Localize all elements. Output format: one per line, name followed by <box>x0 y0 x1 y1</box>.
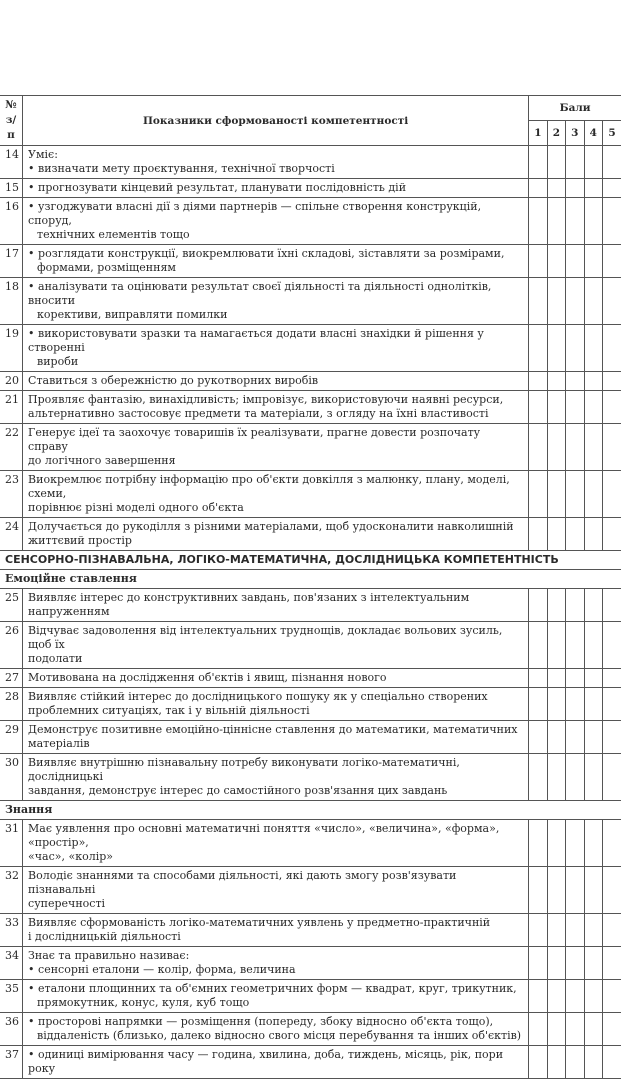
score-cell-5[interactable] <box>602 947 621 980</box>
score-header-5: 5 <box>602 121 621 146</box>
score-cell-2[interactable] <box>547 947 565 980</box>
indicator-text <box>23 278 529 325</box>
indicator-line-1: • аналізувати та оцінювати результат своєї діяльності та діяльності однолітків, вносити <box>28 280 523 308</box>
indicator-line-2: матеріалів <box>28 737 90 750</box>
score-cell-2[interactable] <box>547 372 565 391</box>
indicator-line-1: Виявляє інтерес до конструктивних завдань, пов'язаних з інтелектуальним напруженням <box>28 591 470 618</box>
score-cell-5[interactable] <box>602 278 621 325</box>
score-cell-4[interactable] <box>584 754 602 801</box>
indicator-line-2: суперечності <box>28 897 106 910</box>
score-cell-2[interactable] <box>547 820 565 867</box>
score-cell-4[interactable] <box>584 721 602 754</box>
score-cell-5[interactable] <box>602 754 621 801</box>
score-cell-1[interactable] <box>529 589 547 622</box>
indicator-line-2: порівнює різні моделі одного об'єкта <box>28 501 244 514</box>
indicator-line-1: Відчуває задоволення від інтелектуальних труднощів, докладає вольових зусиль, щоб їх <box>28 624 503 651</box>
indicator-line-2: життєвий простір <box>28 534 132 547</box>
indicator-line-1: Генерує ідеї та заохочує товаришів їх реалізувати, прагне довести розпочату справу <box>28 426 481 453</box>
score-cell-4[interactable] <box>584 518 602 551</box>
indicator-line-1: Долучається до рукоділля з різними матеріалами, щоб удосконалити навколишній <box>28 520 514 533</box>
score-cell-2[interactable] <box>547 980 565 1013</box>
score-cell-4[interactable] <box>584 1046 602 1079</box>
indicator-line-2: і дослідницькій діяльності <box>28 930 181 943</box>
score-header-4: 4 <box>584 121 602 146</box>
score-cell-1[interactable] <box>529 198 547 245</box>
table-row <box>0 754 621 801</box>
table-row <box>0 391 621 424</box>
score-cell-4[interactable] <box>584 245 602 278</box>
score-cell-3[interactable] <box>566 622 584 669</box>
score-cell-1[interactable] <box>529 179 547 198</box>
score-cell-1[interactable] <box>529 471 547 518</box>
indicator-line-1: Має уявлення про основні математичні поняття «число», «величина», «форма», «простір», <box>28 822 500 849</box>
score-cell-1[interactable] <box>529 721 547 754</box>
score-header-3: 3 <box>566 121 584 146</box>
section-title: СЕНСОРНО-ПІЗНАВАЛЬНА, ЛОГІКО-МАТЕМАТИЧНА, ДОСЛІДНИЦЬКА КОМПЕТЕНТНІСТЬ <box>0 551 621 570</box>
indicator-line-1: • еталони площинних та об'ємних геометричних форм — квадрат, круг, трикутник, <box>28 982 523 996</box>
score-cell-4[interactable] <box>584 688 602 721</box>
score-cell-4[interactable] <box>584 589 602 622</box>
number-sign: № <box>5 99 17 111</box>
score-cell-2[interactable] <box>547 1046 565 1079</box>
score-cell-3[interactable] <box>566 471 584 518</box>
score-cell-5[interactable] <box>602 424 621 471</box>
row-number: 29 <box>0 721 23 754</box>
score-cell-4[interactable] <box>584 179 602 198</box>
score-cell-5[interactable] <box>602 589 621 622</box>
indicator-line-1: Виявляє внутрішню пізнавальну потребу виконувати логіко-математичні, дослідницькі <box>28 756 460 783</box>
score-cell-3[interactable] <box>566 391 584 424</box>
indicator-line-2: подолати <box>28 652 83 665</box>
indicator-text <box>23 820 529 867</box>
row-number: 22 <box>0 424 23 471</box>
table-row <box>0 820 621 867</box>
score-cell-2[interactable] <box>547 688 565 721</box>
table-row <box>0 424 621 471</box>
score-cell-5[interactable] <box>602 669 621 688</box>
score-cell-2[interactable] <box>547 471 565 518</box>
indicator-line-1: • прогнозувати кінцевий результат, планувати послідовність дій <box>28 181 523 195</box>
indicator-line-2: формами, розміщенням <box>37 261 176 274</box>
score-cell-3[interactable] <box>566 372 584 391</box>
indicator-line-2: технічних елементів тощо <box>37 228 190 241</box>
indicator-text <box>23 471 529 518</box>
score-cell-5[interactable] <box>602 198 621 245</box>
score-cell-4[interactable] <box>584 198 602 245</box>
score-cell-3[interactable] <box>566 424 584 471</box>
row-number: 21 <box>0 391 23 424</box>
indicator-text <box>23 391 529 424</box>
indicator-line-1: • розглядати конструкції, виокремлювати їхні складові, зіставляти за розмірами, <box>28 247 523 261</box>
score-cell-5[interactable] <box>602 518 621 551</box>
score-cell-3[interactable] <box>566 245 584 278</box>
row-number: 27 <box>0 669 23 688</box>
score-cell-4[interactable] <box>584 372 602 391</box>
subsection-knowledge: Знання <box>0 801 621 820</box>
score-cell-2[interactable] <box>547 721 565 754</box>
score-cell-4[interactable] <box>584 391 602 424</box>
indicator-line-1: • узгоджувати власні дії з діями партнерів — спільне створення конструкцій, споруд, <box>28 200 523 228</box>
indicator-lead: Уміє: <box>28 148 58 161</box>
score-cell-4[interactable] <box>584 867 602 914</box>
score-cell-5[interactable] <box>602 372 621 391</box>
table-row <box>0 471 621 518</box>
competency-assessment-table <box>0 95 621 1079</box>
row-number: 16 <box>0 198 23 245</box>
indicator-line-1: Виявляє стійкий інтерес до дослідницького пошуку як у спеціально створених <box>28 690 488 703</box>
score-cell-4[interactable] <box>584 622 602 669</box>
score-cell-3[interactable] <box>566 947 584 980</box>
table-row <box>0 198 621 245</box>
score-cell-2[interactable] <box>547 245 565 278</box>
score-cell-5[interactable] <box>602 622 621 669</box>
table-row <box>0 669 621 688</box>
score-cell-3[interactable] <box>566 278 584 325</box>
table-row <box>0 325 621 372</box>
row-number: 15 <box>0 179 23 198</box>
score-cell-2[interactable] <box>547 391 565 424</box>
indicator-text <box>23 980 529 1013</box>
table-row <box>0 146 621 179</box>
indicator-text <box>23 589 529 622</box>
indicator-line-2: завдання, демонструє інтерес до самостійного розв'язання цих завдань <box>28 784 448 797</box>
score-header-1: 1 <box>529 121 547 146</box>
score-cell-3[interactable] <box>566 721 584 754</box>
score-cell-4[interactable] <box>584 278 602 325</box>
score-cell-1[interactable] <box>529 867 547 914</box>
indicator-line-2: альтернативно застосовує предмети та матеріали, з огляду на їхні властивості <box>28 407 489 420</box>
indicator-text <box>23 721 529 754</box>
table-row <box>0 589 621 622</box>
indicator-text <box>23 914 529 947</box>
score-cell-5[interactable] <box>602 325 621 372</box>
row-number: 19 <box>0 325 23 372</box>
indicator-line-2: віддаленість (близько, далеко відносно свого місця перебування та інших об'єктів) <box>37 1029 522 1042</box>
score-cell-2[interactable] <box>547 198 565 245</box>
indicator-text <box>23 372 529 391</box>
score-cell-3[interactable] <box>566 589 584 622</box>
score-cell-2[interactable] <box>547 867 565 914</box>
indicator-text <box>23 146 529 179</box>
score-cell-1[interactable] <box>529 372 547 391</box>
indicator-line-1: • використовувати зразки та намагається додати власні знахідки й рішення у створенні <box>28 327 523 355</box>
score-cell-1[interactable] <box>529 820 547 867</box>
score-cell-5[interactable] <box>602 867 621 914</box>
score-cell-3[interactable] <box>566 325 584 372</box>
indicator-text <box>23 754 529 801</box>
score-cell-5[interactable] <box>602 820 621 867</box>
row-number: 17 <box>0 245 23 278</box>
score-cell-4[interactable] <box>584 1013 602 1046</box>
score-cell-2[interactable] <box>547 754 565 801</box>
row-number: 23 <box>0 471 23 518</box>
score-cell-3[interactable] <box>566 198 584 245</box>
score-cell-2[interactable] <box>547 325 565 372</box>
indicator-text <box>23 518 529 551</box>
indicator-text <box>23 669 529 688</box>
indicator-line-1: Ставиться з обережністю до рукотворних виробів <box>28 374 319 387</box>
score-cell-3[interactable] <box>566 518 584 551</box>
indicator-line-2: прямокутник, конус, куля, куб тощо <box>37 996 250 1009</box>
score-cell-3[interactable] <box>566 1013 584 1046</box>
table-row <box>0 179 621 198</box>
score-cell-2[interactable] <box>547 589 565 622</box>
row-number: 25 <box>0 589 23 622</box>
score-cell-5[interactable] <box>602 721 621 754</box>
score-cell-3[interactable] <box>566 688 584 721</box>
table-row <box>0 245 621 278</box>
table-row <box>0 622 621 669</box>
indicator-line-1: • визначати мету проєктування, технічної творчості <box>28 162 523 176</box>
table-row <box>0 278 621 325</box>
indicator-text <box>23 179 529 198</box>
score-cell-4[interactable] <box>584 471 602 518</box>
indicator-line-2: проблемних ситуаціях, так і у вільній діяльності <box>28 704 310 717</box>
row-number: 30 <box>0 754 23 801</box>
indicator-line-1: Проявляє фантазію, винахідливість; імпровізує, використовуючи наявні ресурси, <box>28 393 504 406</box>
score-cell-3[interactable] <box>566 820 584 867</box>
score-cell-1[interactable] <box>529 1013 547 1046</box>
score-cell-2[interactable] <box>547 669 565 688</box>
score-cell-4[interactable] <box>584 669 602 688</box>
row-number: 34 <box>0 947 23 980</box>
score-cell-1[interactable] <box>529 669 547 688</box>
table-row <box>0 518 621 551</box>
score-cell-4[interactable] <box>584 980 602 1013</box>
score-cell-4[interactable] <box>584 424 602 471</box>
score-cell-1[interactable] <box>529 914 547 947</box>
table-row <box>0 1046 621 1079</box>
score-cell-1[interactable] <box>529 1046 547 1079</box>
row-number: 31 <box>0 820 23 867</box>
score-cell-1[interactable] <box>529 688 547 721</box>
score-cell-1[interactable] <box>529 518 547 551</box>
score-cell-3[interactable] <box>566 179 584 198</box>
indicator-line-1: Виявляє сформованість логіко-математичних уявлень у предметно-практичній <box>28 916 491 929</box>
row-number: 28 <box>0 688 23 721</box>
score-cell-2[interactable] <box>547 1013 565 1046</box>
score-cell-2[interactable] <box>547 622 565 669</box>
score-cell-3[interactable] <box>566 754 584 801</box>
row-number: 18 <box>0 278 23 325</box>
score-cell-2[interactable] <box>547 179 565 198</box>
score-cell-1[interactable] <box>529 947 547 980</box>
indicators-column-header: Показники сформованості компетентності <box>23 96 529 146</box>
number-abbrev: з/п <box>5 114 17 141</box>
row-number: 24 <box>0 518 23 551</box>
indicator-text <box>23 947 529 980</box>
indicator-line-1: Виокремлює потрібну інформацію про об'єкти довкілля з малюнку, плану, моделі, схеми, <box>28 473 510 500</box>
score-cell-3[interactable] <box>566 1046 584 1079</box>
score-cell-1[interactable] <box>529 245 547 278</box>
table-row <box>0 688 621 721</box>
number-column-header <box>0 96 23 146</box>
score-cell-2[interactable] <box>547 278 565 325</box>
table-row <box>0 721 621 754</box>
score-cell-3[interactable] <box>566 914 584 947</box>
indicator-line-2: «час», «колір» <box>28 850 113 863</box>
indicator-text <box>23 688 529 721</box>
indicator-line-1: • сенсорні еталони — колір, форма, величина <box>28 963 523 977</box>
indicator-lead: Знає та правильно називає: <box>28 949 190 962</box>
indicator-line-2: вироби <box>37 355 79 368</box>
indicator-text <box>23 622 529 669</box>
indicator-text <box>23 245 529 278</box>
score-cell-5[interactable] <box>602 146 621 179</box>
score-cell-3[interactable] <box>566 669 584 688</box>
row-number: 32 <box>0 867 23 914</box>
score-cell-4[interactable] <box>584 325 602 372</box>
score-cell-1[interactable] <box>529 754 547 801</box>
table-row <box>0 914 621 947</box>
score-cell-1[interactable] <box>529 980 547 1013</box>
score-cell-5[interactable] <box>602 471 621 518</box>
indicator-text <box>23 1046 529 1079</box>
score-cell-3[interactable] <box>566 980 584 1013</box>
subsection-emotional: Емоційне ставлення <box>0 570 621 589</box>
score-cell-5[interactable] <box>602 688 621 721</box>
score-cell-3[interactable] <box>566 146 584 179</box>
indicator-line-2: корективи, виправляти помилки <box>37 308 228 321</box>
score-cell-1[interactable] <box>529 325 547 372</box>
indicator-text <box>23 325 529 372</box>
row-number: 33 <box>0 914 23 947</box>
score-cell-2[interactable] <box>547 518 565 551</box>
row-number: 26 <box>0 622 23 669</box>
score-cell-1[interactable] <box>529 622 547 669</box>
score-cell-4[interactable] <box>584 914 602 947</box>
table-row <box>0 372 621 391</box>
table-row <box>0 947 621 980</box>
table-row <box>0 980 621 1013</box>
row-number: 35 <box>0 980 23 1013</box>
score-cell-5[interactable] <box>602 1013 621 1046</box>
table-row <box>0 1013 621 1046</box>
score-cell-5[interactable] <box>602 391 621 424</box>
indicator-line-1: Мотивована на дослідження об'єктів і явищ, пізнання нового <box>28 671 387 684</box>
table-row <box>0 867 621 914</box>
indicator-line-2: до логічного завершення <box>28 454 176 467</box>
score-cell-5[interactable] <box>602 179 621 198</box>
indicator-text <box>23 1013 529 1046</box>
scores-column-header: Бали <box>529 96 621 121</box>
score-cell-2[interactable] <box>547 146 565 179</box>
score-cell-5[interactable] <box>602 245 621 278</box>
score-cell-3[interactable] <box>566 867 584 914</box>
indicator-text <box>23 198 529 245</box>
indicator-line-1: • просторові напрямки — розміщення (попереду, збоку відносно об'єкта тощо), <box>28 1015 523 1029</box>
score-cell-1[interactable] <box>529 391 547 424</box>
indicator-text <box>23 424 529 471</box>
score-cell-5[interactable] <box>602 980 621 1013</box>
score-cell-2[interactable] <box>547 424 565 471</box>
indicator-line-1: Демонструє позитивне емоційно-ціннісне ставлення до математики, математичних <box>28 723 518 736</box>
row-number: 37 <box>0 1046 23 1079</box>
score-cell-2[interactable] <box>547 914 565 947</box>
score-cell-1[interactable] <box>529 424 547 471</box>
score-cell-5[interactable] <box>602 914 621 947</box>
score-cell-1[interactable] <box>529 146 547 179</box>
row-number: 36 <box>0 1013 23 1046</box>
score-cell-5[interactable] <box>602 1046 621 1079</box>
indicator-text <box>23 867 529 914</box>
row-number: 20 <box>0 372 23 391</box>
score-cell-4[interactable] <box>584 146 602 179</box>
score-cell-4[interactable] <box>584 947 602 980</box>
row-number: 14 <box>0 146 23 179</box>
indicator-line-1: Володіє знаннями та способами діяльності, які дають змогу розв'язувати пізнавальні <box>28 869 457 896</box>
indicator-line-1: • одиниці вимірювання часу — година, хвилина, доба, тиждень, місяць, рік, пори року <box>28 1048 523 1076</box>
score-header-2: 2 <box>547 121 565 146</box>
score-cell-1[interactable] <box>529 278 547 325</box>
score-cell-4[interactable] <box>584 820 602 867</box>
